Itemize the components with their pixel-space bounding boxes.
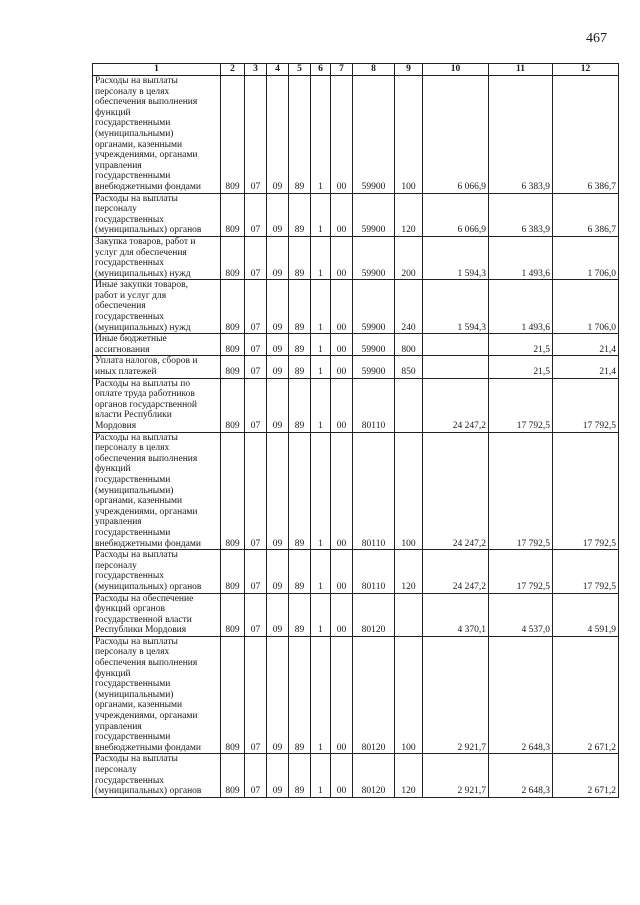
amount-cell: 4 537,0 [489, 593, 553, 636]
code-cell: 00 [331, 356, 353, 378]
code-cell: 59900 [353, 334, 395, 356]
amount-cell: 2 671,2 [553, 636, 619, 754]
code-cell: 59900 [353, 236, 395, 279]
code-cell: 89 [289, 754, 311, 797]
code-cell: 80120 [353, 754, 395, 797]
code-cell: 07 [245, 334, 267, 356]
amount-cell: 6 066,9 [423, 76, 489, 194]
code-cell: 809 [221, 636, 245, 754]
code-cell: 800 [395, 334, 423, 356]
code-cell: 80120 [353, 593, 395, 636]
code-cell: 00 [331, 593, 353, 636]
code-cell: 00 [331, 378, 353, 432]
column-header: 8 [353, 64, 395, 76]
amount-cell: 24 247,2 [423, 378, 489, 432]
amount-cell: 17 792,5 [553, 378, 619, 432]
column-header: 7 [331, 64, 353, 76]
code-cell: 07 [245, 432, 267, 550]
page-number: 467 [586, 31, 607, 46]
code-cell: 09 [267, 356, 289, 378]
code-cell: 00 [331, 754, 353, 797]
code-cell: 80110 [353, 378, 395, 432]
code-cell: 1 [311, 280, 331, 334]
code-cell: 100 [395, 76, 423, 194]
code-cell: 89 [289, 236, 311, 279]
column-header: 3 [245, 64, 267, 76]
table-row [93, 236, 619, 279]
code-cell: 80110 [353, 550, 395, 593]
amount-cell: 4 591,9 [553, 593, 619, 636]
code-cell: 09 [267, 550, 289, 593]
code-cell: 809 [221, 593, 245, 636]
code-cell: 89 [289, 280, 311, 334]
table-body [93, 76, 619, 798]
amount-cell: 6 386,7 [553, 76, 619, 194]
amount-cell: 6 383,9 [489, 76, 553, 194]
code-cell: 07 [245, 193, 267, 236]
code-cell: 89 [289, 432, 311, 550]
expense-name-cell: Расходы на выплаты по оплате труда работников органов государственной власти Республики Мордовия [93, 378, 221, 432]
code-cell: 200 [395, 236, 423, 279]
code-cell: 09 [267, 432, 289, 550]
amount-cell: 21,5 [489, 356, 553, 378]
code-cell: 80110 [353, 432, 395, 550]
expense-name-cell: Расходы на выплаты персоналу государственных (муниципальных) органов [93, 193, 221, 236]
code-cell: 1 [311, 432, 331, 550]
table-row [93, 432, 619, 550]
amount-cell: 21,4 [553, 334, 619, 356]
amount-cell: 17 792,5 [553, 550, 619, 593]
code-cell: 00 [331, 550, 353, 593]
code-cell: 00 [331, 236, 353, 279]
amount-cell: 6 066,9 [423, 193, 489, 236]
code-cell: 1 [311, 193, 331, 236]
code-cell: 809 [221, 280, 245, 334]
code-cell: 1 [311, 236, 331, 279]
code-cell: 09 [267, 636, 289, 754]
expense-name-cell: Расходы на обеспечение функций органов государственной власти Республики Мордовия [93, 593, 221, 636]
amount-cell: 17 792,5 [489, 550, 553, 593]
amount-cell: 24 247,2 [423, 432, 489, 550]
code-cell: 07 [245, 236, 267, 279]
amount-cell [423, 356, 489, 378]
code-cell: 07 [245, 280, 267, 334]
code-cell: 89 [289, 356, 311, 378]
expense-name-cell: Расходы на выплаты персоналу государственных (муниципальных) органов [93, 754, 221, 797]
table-row [93, 193, 619, 236]
code-cell: 09 [267, 236, 289, 279]
amount-cell: 1 594,3 [423, 280, 489, 334]
code-cell: 89 [289, 550, 311, 593]
expense-name-cell: Иные закупки товаров, работ и услуг для обеспечения государственных (муниципальных) нужд [93, 280, 221, 334]
amount-cell: 1 594,3 [423, 236, 489, 279]
amount-cell: 21,5 [489, 334, 553, 356]
expense-name-cell: Уплата налогов, сборов и иных платежей [93, 356, 221, 378]
code-cell: 07 [245, 550, 267, 593]
code-cell: 00 [331, 76, 353, 194]
column-header: 10 [423, 64, 489, 76]
table-row [93, 754, 619, 797]
code-cell: 09 [267, 280, 289, 334]
code-cell: 1 [311, 334, 331, 356]
code-cell: 850 [395, 356, 423, 378]
code-cell: 00 [331, 334, 353, 356]
expense-name-cell: Расходы на выплаты персоналу в целях обеспечения выполнения функций государственными (муниципальными) органами, казенными учреждениями, органами управления государственными внебюджетными фондами [93, 636, 221, 754]
code-cell: 1 [311, 593, 331, 636]
code-cell: 89 [289, 193, 311, 236]
code-cell: 100 [395, 432, 423, 550]
column-header: 9 [395, 64, 423, 76]
code-cell: 09 [267, 754, 289, 797]
table-row [93, 280, 619, 334]
column-header: 5 [289, 64, 311, 76]
amount-cell: 2 648,3 [489, 754, 553, 797]
code-cell: 809 [221, 754, 245, 797]
amount-cell: 2 921,7 [423, 754, 489, 797]
table-row [93, 636, 619, 754]
code-cell: 809 [221, 550, 245, 593]
code-cell: 120 [395, 193, 423, 236]
amount-cell: 17 792,5 [489, 378, 553, 432]
code-cell: 09 [267, 378, 289, 432]
amount-cell: 6 386,7 [553, 193, 619, 236]
code-cell: 1 [311, 76, 331, 194]
code-cell: 809 [221, 432, 245, 550]
code-cell: 09 [267, 76, 289, 194]
code-cell: 120 [395, 754, 423, 797]
code-cell: 07 [245, 378, 267, 432]
amount-cell [423, 334, 489, 356]
table-row [93, 550, 619, 593]
code-cell: 09 [267, 334, 289, 356]
code-cell: 89 [289, 76, 311, 194]
amount-cell: 17 792,5 [553, 432, 619, 550]
table-row [93, 76, 619, 194]
table-row [93, 356, 619, 378]
code-cell: 89 [289, 593, 311, 636]
code-cell [395, 593, 423, 636]
expense-name-cell: Расходы на выплаты персоналу государственных (муниципальных) органов [93, 550, 221, 593]
budget-table [92, 63, 619, 798]
amount-cell: 21,4 [553, 356, 619, 378]
code-cell: 89 [289, 334, 311, 356]
code-cell: 59900 [353, 356, 395, 378]
code-cell: 00 [331, 432, 353, 550]
column-header: 4 [267, 64, 289, 76]
expense-name-cell: Расходы на выплаты персоналу в целях обеспечения выполнения функций государственными (муниципальными) органами, казенными учреждениями, органами управления государственными внебюджетными фондами [93, 76, 221, 194]
code-cell: 07 [245, 76, 267, 194]
code-cell: 1 [311, 636, 331, 754]
table-row [93, 593, 619, 636]
code-cell: 89 [289, 636, 311, 754]
amount-cell: 1 493,6 [489, 280, 553, 334]
code-cell: 1 [311, 356, 331, 378]
column-header: 2 [221, 64, 245, 76]
amount-cell: 6 383,9 [489, 193, 553, 236]
code-cell: 80120 [353, 636, 395, 754]
code-cell: 07 [245, 593, 267, 636]
code-cell: 09 [267, 193, 289, 236]
expense-name-cell: Закупка товаров, работ и услуг для обеспечения государственных (муниципальных) нужд [93, 236, 221, 279]
code-cell: 59900 [353, 280, 395, 334]
code-cell [395, 378, 423, 432]
expense-name-cell: Расходы на выплаты персоналу в целях обеспечения выполнения функций государственными (муниципальными) органами, казенными учреждениями, органами управления государственными внебюджетными фондами [93, 432, 221, 550]
code-cell: 100 [395, 636, 423, 754]
table-row [93, 334, 619, 356]
amount-cell: 2 648,3 [489, 636, 553, 754]
amount-cell: 2 921,7 [423, 636, 489, 754]
code-cell: 07 [245, 754, 267, 797]
column-header: 6 [311, 64, 331, 76]
column-header: 12 [553, 64, 619, 76]
code-cell: 00 [331, 193, 353, 236]
column-header: 11 [489, 64, 553, 76]
code-cell: 1 [311, 378, 331, 432]
code-cell: 1 [311, 754, 331, 797]
column-header: 1 [93, 64, 221, 76]
code-cell: 89 [289, 378, 311, 432]
code-cell: 07 [245, 356, 267, 378]
amount-cell: 2 671,2 [553, 754, 619, 797]
header-row [93, 64, 619, 76]
table-row [93, 378, 619, 432]
code-cell: 809 [221, 356, 245, 378]
code-cell: 809 [221, 334, 245, 356]
amount-cell: 1 706,0 [553, 280, 619, 334]
amount-cell: 1 706,0 [553, 236, 619, 279]
amount-cell: 17 792,5 [489, 432, 553, 550]
code-cell: 00 [331, 280, 353, 334]
code-cell: 59900 [353, 193, 395, 236]
expense-name-cell: Иные бюджетные ассигнования [93, 334, 221, 356]
code-cell: 07 [245, 636, 267, 754]
code-cell: 59900 [353, 76, 395, 194]
code-cell: 809 [221, 193, 245, 236]
code-cell: 809 [221, 76, 245, 194]
code-cell: 1 [311, 550, 331, 593]
amount-cell: 24 247,2 [423, 550, 489, 593]
code-cell: 809 [221, 236, 245, 279]
code-cell: 120 [395, 550, 423, 593]
amount-cell: 4 370,1 [423, 593, 489, 636]
code-cell: 00 [331, 636, 353, 754]
code-cell: 240 [395, 280, 423, 334]
amount-cell: 1 493,6 [489, 236, 553, 279]
code-cell: 809 [221, 378, 245, 432]
code-cell: 09 [267, 593, 289, 636]
